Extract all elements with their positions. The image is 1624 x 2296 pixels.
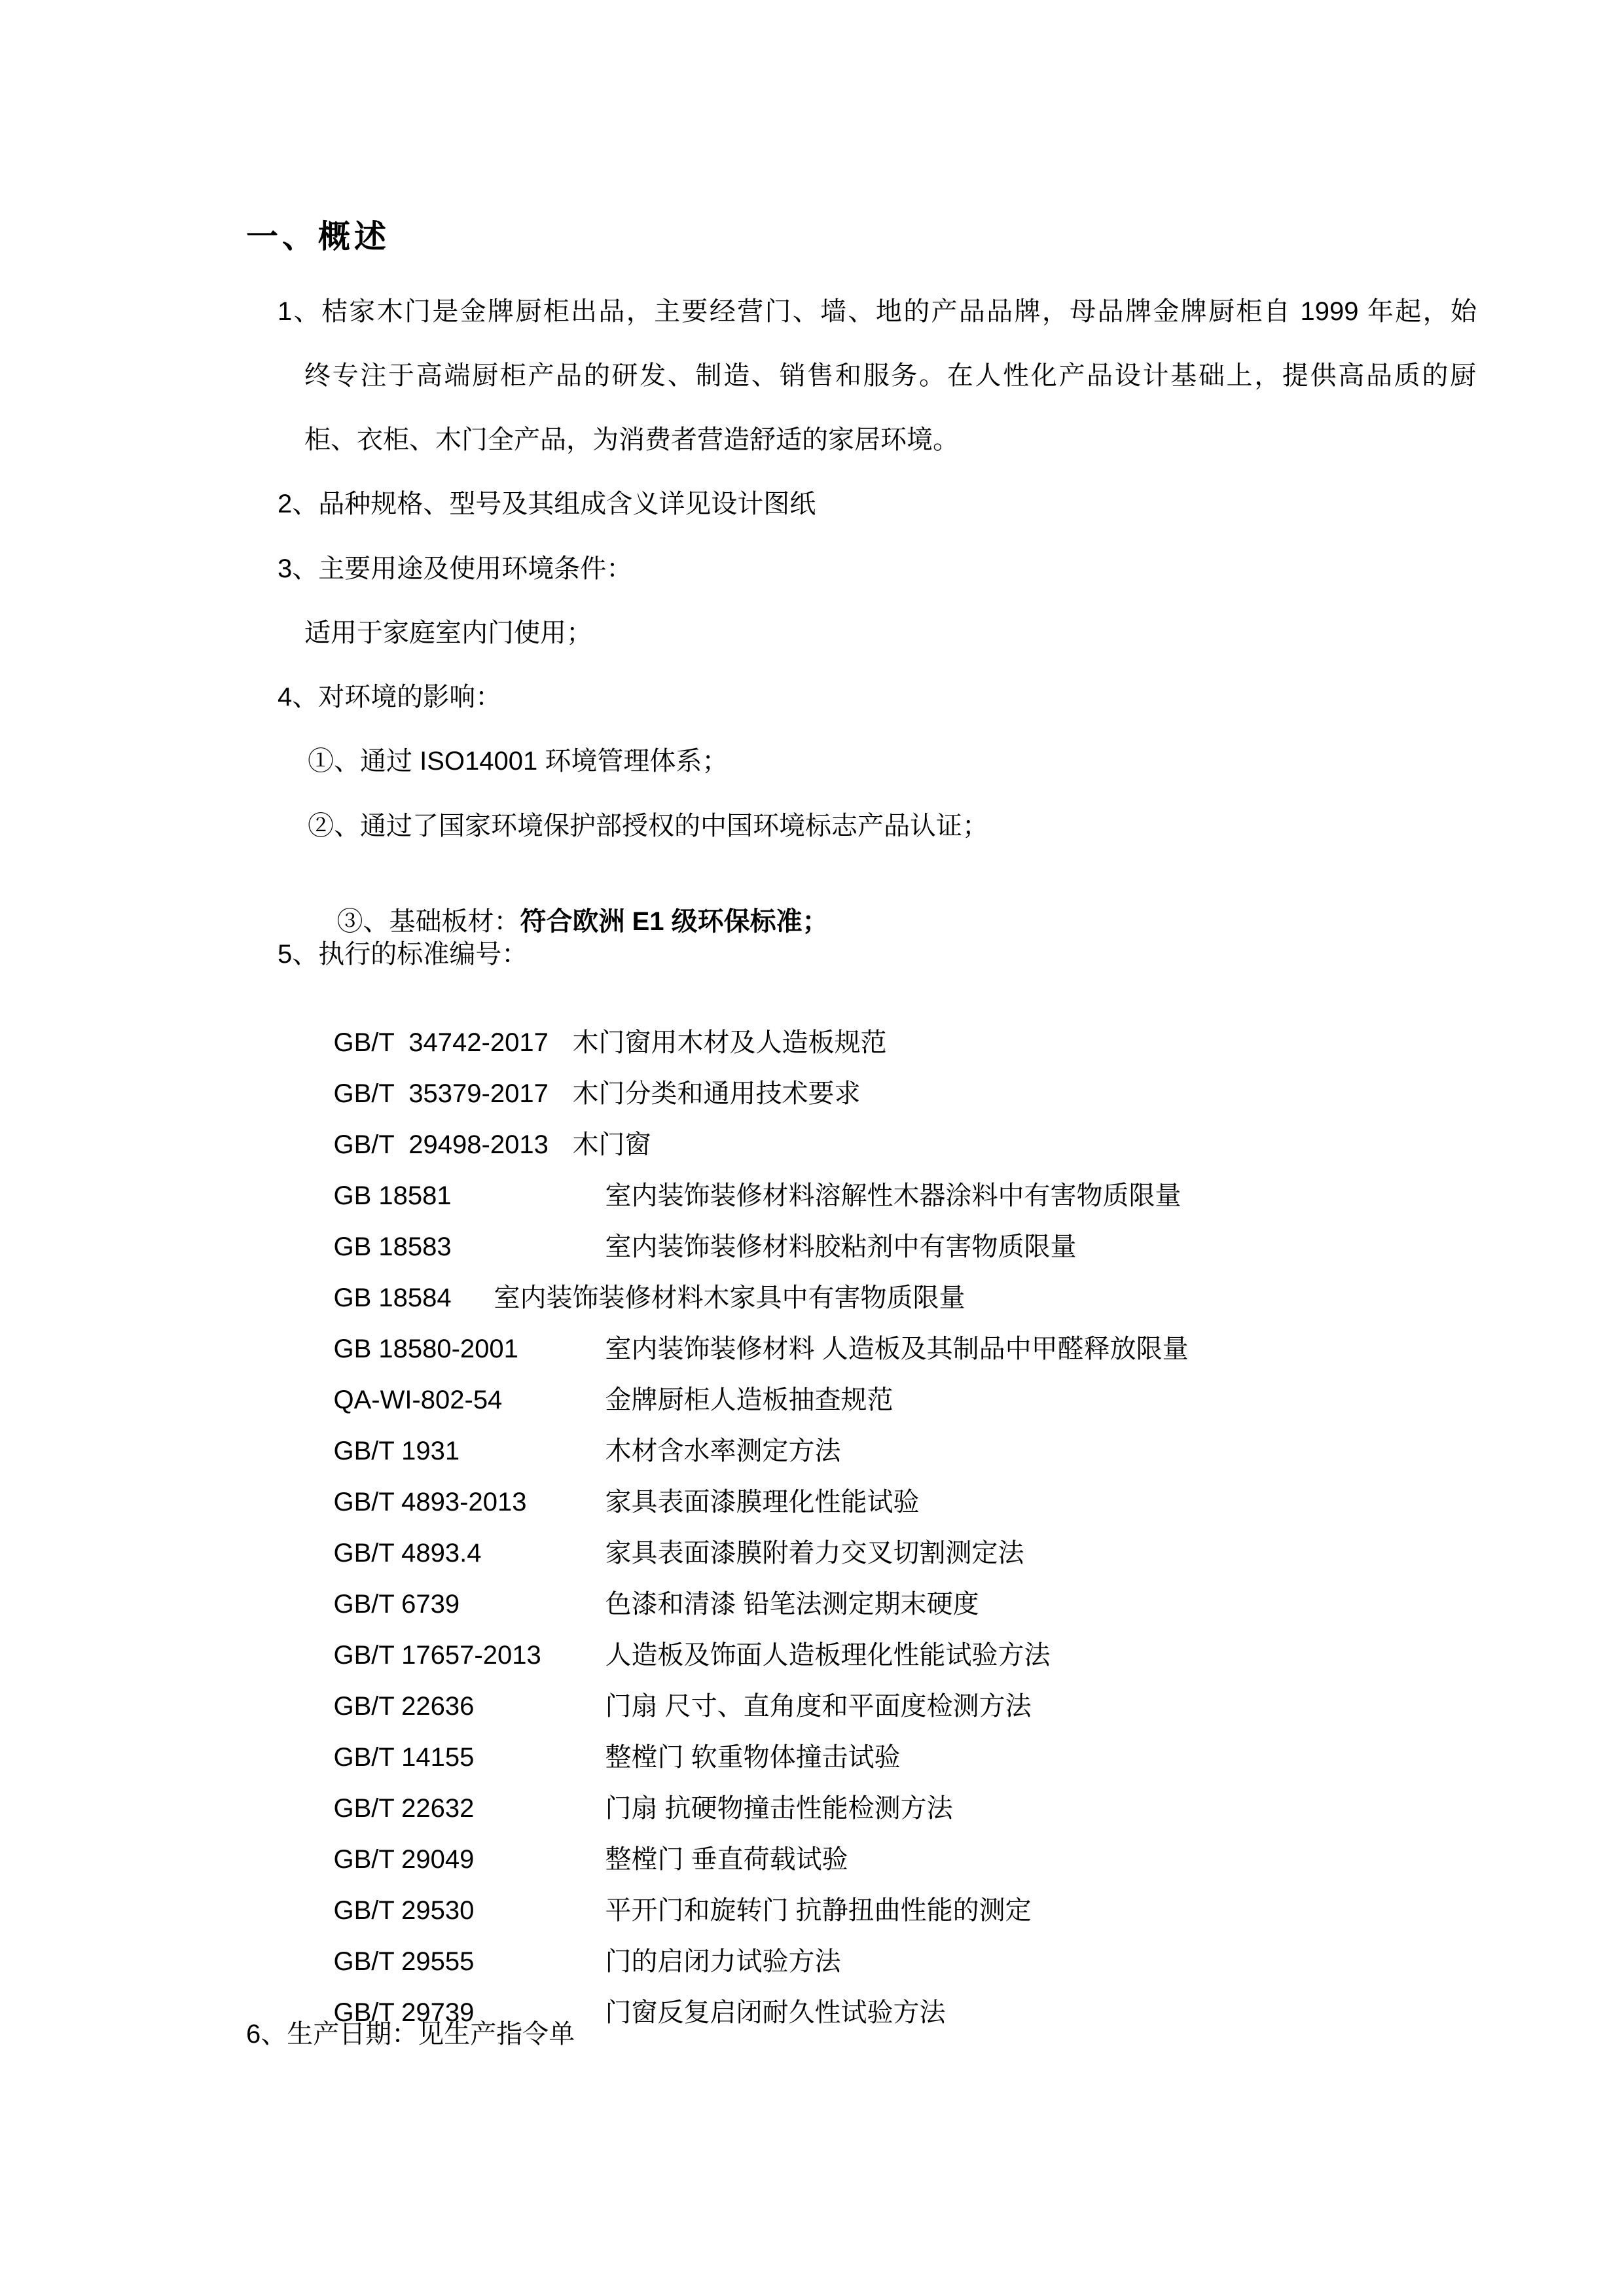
item1-line1: 1、桔家木门是金牌厨柜出品，主要经营门、墙、地的产品品牌，母品牌金牌厨柜自 1999 年起，始 [278,297,1477,326]
standard-code: GB/T 17657-2013 [333,1641,541,1670]
standard-title: 门窗反复启闭耐久性试验方法 [605,1998,946,2027]
standard-row [304,1761,953,1823]
standard-row [304,1710,901,1772]
standard-title: 整樘门 软重物体撞击试验 [605,1743,901,1772]
item1-line3: 柜、衣柜、木门全产品，为消费者营造舒适的家居环境。 [304,425,959,454]
standard-row [304,1659,1032,1721]
standard-title: 家具表面漆膜理化性能试验 [605,1488,920,1516]
standard-row [304,1098,651,1159]
item6: 6、生产日期：见生产指令单 [246,2020,575,2049]
standard-code: GB/T 29049 [333,1845,475,1874]
standard-code: GB/T 34742-2017 [333,1028,549,1057]
standard-row [304,1404,841,1465]
standard-title: 木门分类和通用技术要求 [572,1079,861,1108]
standard-code: GB/T 4893-2013 [333,1488,527,1516]
standard-title: 门扇 抗硬物撞击性能检测方法 [605,1794,953,1823]
standard-code: GB/T 29530 [333,1896,475,1925]
standard-title: 室内装饰装修材料木家具中有害物质限量 [494,1283,965,1312]
standard-code: GB 18580-2001 [333,1335,518,1363]
standard-code: GB 18583 [333,1232,452,1261]
standard-code: GB 18581 [333,1181,452,1210]
standard-row [304,1914,841,1976]
item1-line2: 终专注于高端厨柜产品的研发、制造、销售和服务。在人性化产品设计基础上，提供高品质的厨 [304,361,1476,390]
item5: 5、执行的标准编号： [278,940,528,969]
item4-sub1: ①、通过 ISO14001 环境管理体系； [308,747,729,776]
standard-code: GB/T 22636 [333,1692,475,1721]
standard-title: 木门窗 [572,1130,651,1159]
standard-row [304,1863,1032,1925]
item4-sub3-bold: 符合欧洲 E1 级环保标准； [520,907,829,936]
standard-code: GB/T 29498-2013 [333,1130,549,1159]
standard-row [304,1965,946,2027]
standard-title: 室内装饰装修材料溶解性木器涂料中有害物质限量 [605,1181,1182,1210]
standard-code: GB/T 14155 [333,1743,475,1772]
standard-row [304,1557,979,1619]
standard-title: 门的启闭力试验方法 [605,1947,841,1976]
standard-row [304,1812,848,1874]
item4-sub3-prefix: ③、基础板材： [336,907,520,936]
standard-title: 色漆和清漆 铅笔法测定期末硬度 [605,1590,979,1619]
standard-title: 人造板及饰面人造板理化性能试验方法 [605,1641,1051,1670]
standard-row [304,1353,893,1414]
standard-title: 木门窗用木材及人造板规范 [572,1028,887,1057]
standard-code: GB/T 6739 [333,1590,460,1619]
standard-row [304,1200,1077,1261]
standard-title: 木材含水率测定方法 [605,1437,841,1465]
standard-code: QA-WI-802-54 [333,1386,503,1414]
standard-title: 整樘门 垂直荷载试验 [605,1845,848,1874]
standard-code: GB/T 35379-2017 [333,1079,549,1108]
item3: 3、主要用途及使用环境条件： [278,554,633,583]
standard-code: GB/T 29555 [333,1947,475,1976]
section-heading: 一、概述 [246,219,391,255]
standard-title: 家具表面漆膜附着力交叉切割测定法 [605,1539,1024,1568]
item3-sub: 适用于家庭室内门使用； [304,619,592,647]
standard-row [304,1455,920,1516]
standard-row [304,1251,965,1312]
standard-code: GB/T 22632 [333,1794,475,1823]
standard-title: 门扇 尺寸、直角度和平面度检测方法 [605,1692,1032,1721]
item4: 4、对环境的影响： [278,683,502,711]
standard-code: GB 18584 [333,1283,452,1312]
standard-row [304,1302,1189,1363]
standard-code: GB/T 1931 [333,1437,460,1465]
standard-title: 室内装饰装修材料胶粘剂中有害物质限量 [605,1232,1077,1261]
standard-title: 金牌厨柜人造板抽查规范 [605,1386,893,1414]
standard-row [304,996,887,1057]
standard-title: 平开门和旋转门 抗静扭曲性能的测定 [605,1896,1032,1925]
standard-row [304,1047,861,1108]
standard-row [304,1608,1051,1670]
standard-row [304,1149,1182,1210]
standard-code: GB/T 4893.4 [333,1539,482,1568]
standard-title: 室内装饰装修材料 人造板及其制品中甲醛释放限量 [605,1335,1189,1363]
item4-sub2: ②、通过了国家环境保护部授权的中国环境标志产品认证； [308,812,988,840]
standard-code: GB/T 29739 [333,1998,475,2027]
standard-row [304,1506,1024,1568]
item2: 2、品种规格、型号及其组成含义详见设计图纸 [278,490,816,518]
item4-sub3 [308,874,829,936]
